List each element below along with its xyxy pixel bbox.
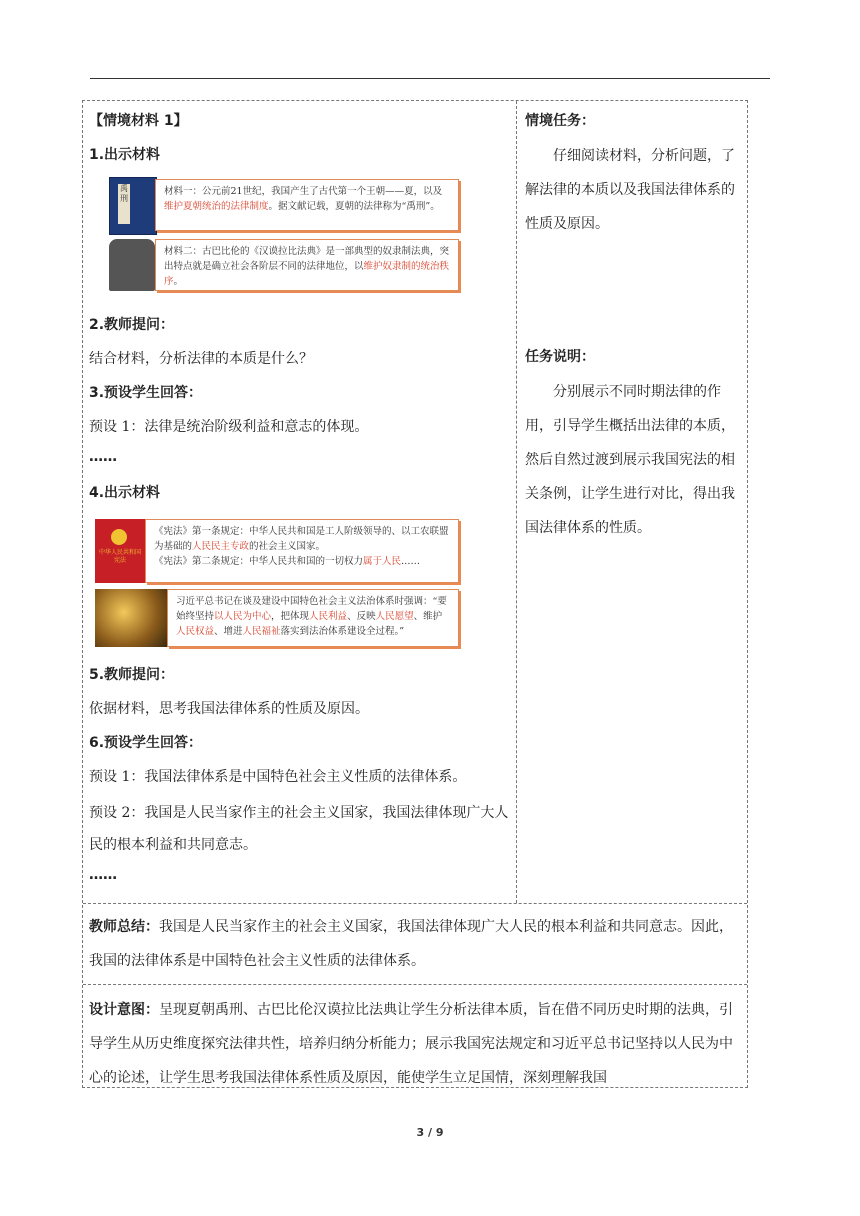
teacher-question-1: 结合材料，分析法律的本质是什么？	[89, 351, 313, 367]
card-text: 《宪法》第一条规定：中华人民共和国是工人阶级领导的、以工农联盟为基础的	[154, 526, 449, 552]
card-highlight: 人民利益	[309, 611, 348, 622]
task-title: 情境任务：	[525, 113, 595, 129]
xi-quote-card	[167, 589, 459, 647]
step-5-title: 5.教师提问：	[89, 667, 175, 683]
summary-row	[83, 904, 747, 985]
summary-cell	[83, 904, 747, 984]
task-desc-text: 分别展示不同时期法律的作用，引导学生概括出法律的本质，然后自然过渡到展示我国宪法的相关条例，让学生进行对比，得出我国法律体系的性质。	[525, 384, 735, 536]
task-desc-title: 任务说明：	[525, 349, 595, 365]
design-text: 呈现夏朝禹刑、古巴比伦汉谟拉比法典让学生分析法律本质，旨在借不同历史时期的法典，引导学生从历史维度探究法律共性，培养归纳分析能力；展示我国宪法规定和习近平总书记坚持以人民为中心的论述，让学生思考我国法律体系性质及原因，能使学生立足国情，深刻理解我国	[89, 1002, 733, 1086]
card-highlight: 维护奴隶制的统治秩序	[164, 261, 450, 287]
constitution-card	[145, 519, 459, 583]
yuxing-book-image	[109, 177, 157, 235]
card-text: 材料一：公元前21世纪，我国产生了古代第一个王朝——夏，以及	[164, 186, 443, 197]
page-number: 3 / 9	[416, 1126, 444, 1139]
card-text: 。据文献记载，夏朝的法律称为“禹刑”。	[268, 201, 440, 212]
card-highlight: 以人民为中心	[214, 611, 272, 622]
book-label: 中华人民共和国宪法	[99, 549, 142, 564]
step-6-title: 6.预设学生回答：	[89, 735, 203, 751]
card-text: 、维护	[413, 611, 443, 622]
card-highlight: 维护夏朝统治的法律制度	[164, 201, 269, 212]
material-card-1	[155, 179, 459, 231]
card-text: 的社会主义国家。	[249, 541, 326, 552]
card-highlight: 人民福祉	[242, 626, 281, 637]
task-cell	[517, 101, 747, 903]
card-highlight: 人民民主专政	[192, 541, 250, 552]
step-1-title: 1.出示材料	[89, 147, 161, 163]
card-text: ……	[401, 556, 421, 567]
step-2-title: 2.教师提问：	[89, 317, 175, 333]
answer-2: 预设 1：我国法律体系是中国特色社会主义性质的法律体系。	[89, 769, 467, 785]
step-4-title: 4.出示材料	[89, 485, 161, 501]
design-row	[83, 985, 747, 1087]
step-3-title: 3.预设学生回答：	[89, 385, 203, 401]
lesson-table	[82, 100, 748, 1088]
card-highlight: 人民权益	[176, 626, 215, 637]
card-text: 。	[173, 276, 184, 287]
header-rule	[90, 78, 770, 79]
summary-text: 我国是人民当家作主的社会主义国家，我国法律体现广大人民的根本利益和共同意志。因此，我国的法律体系是中国特色社会主义性质的法律体系。	[89, 919, 733, 969]
gavel-image	[95, 589, 167, 647]
design-label: 设计意图：	[89, 1002, 159, 1018]
ellipsis-2: ……	[89, 867, 117, 883]
material-row	[83, 101, 747, 904]
summary-label: 教师总结：	[89, 919, 159, 935]
task-text: 仔细阅读材料，分析问题，了解法律的本质以及我国法律体系的性质及原因。	[525, 148, 735, 232]
design-paragraph	[89, 993, 741, 1087]
book-label: 禹刑	[118, 184, 130, 224]
answer-1: 预设 1：法律是统治阶级利益和意志的体现。	[89, 419, 369, 435]
answer-3: 预设 2：我国是人民当家作主的社会主义国家，我国法律体现广大人民的根本利益和共同意志。	[89, 805, 509, 853]
material-cell	[83, 101, 517, 903]
card-text: 习近平总书记在谈及建设中国特色社会主义法治体系时强调：“要始终坚持	[176, 596, 447, 622]
material-image-2	[89, 513, 510, 653]
card-highlight: 人民愿望	[375, 611, 414, 622]
card-highlight: 属于人民	[363, 556, 402, 567]
material-card-2	[155, 239, 459, 291]
summary-paragraph	[89, 910, 741, 978]
card-text: 材料二：古巴比伦的《汉谟拉比法典》是一部典型的奴隶制法典，突出特点就是确立社会各阶层不同的法律地位，以	[164, 246, 450, 272]
card-text: 落实到法治体系建设全过程。”	[280, 626, 405, 637]
card-text: ，把体现	[271, 611, 310, 622]
ellipsis-1: ……	[89, 449, 117, 465]
constitution-book-image	[95, 519, 145, 583]
national-emblem-icon	[111, 529, 127, 545]
card-text: 《宪法》第二条规定：中华人民共和国的一切权力	[154, 556, 364, 567]
material-heading: 【情境材料 1】	[89, 113, 188, 129]
card-text: 、增进	[214, 626, 243, 637]
material-image-1	[89, 171, 510, 293]
design-cell	[83, 985, 747, 1087]
code-of-hammurabi-image	[109, 239, 155, 291]
card-text: 、反映	[347, 611, 376, 622]
teacher-question-2: 依据材料，思考我国法律体系的性质及原因。	[89, 701, 369, 717]
